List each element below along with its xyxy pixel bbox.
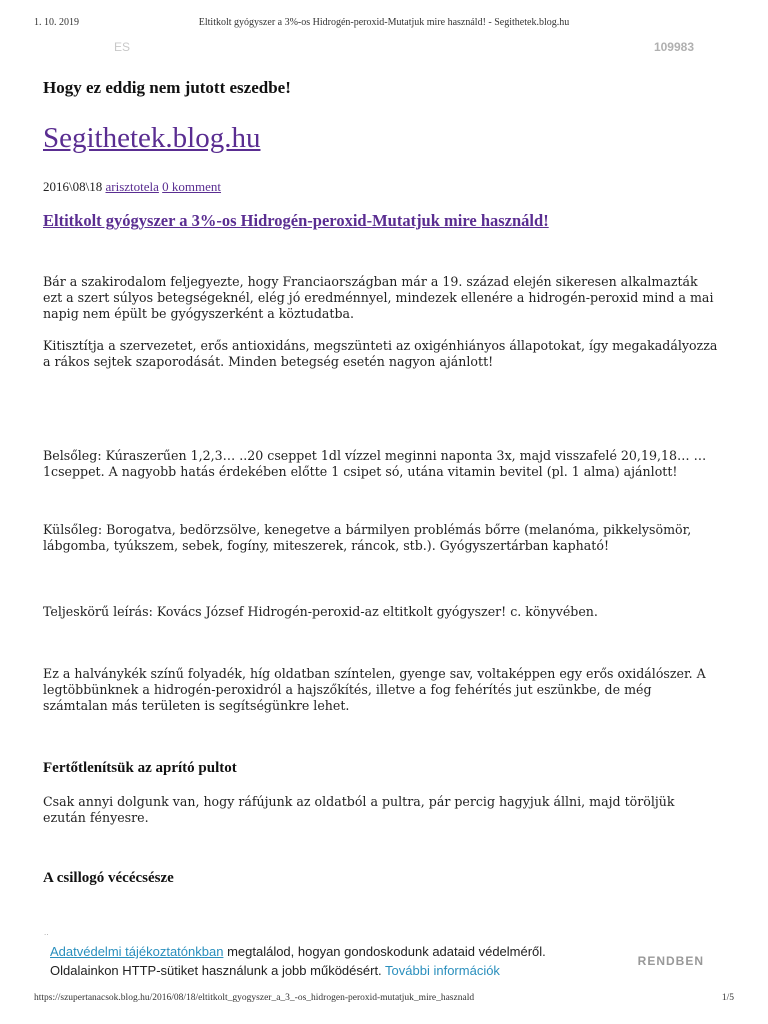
paragraph-countertop: Csak annyi dolgunk van, hogy ráfújunk az oldatból a pultra, pár percig hagyjuk állni, majd töröljük ezután fényesre. [43, 794, 675, 825]
cookie-line-1 [50, 944, 546, 959]
article-content [43, 78, 718, 886]
cookie-bar-dots: .. [44, 928, 49, 937]
blog-tagline: Hogy ez eddig nem jutott eszedbe! [43, 78, 291, 97]
paragraph-external-use: Külsőleg: Borogatva, bedörzsölve, kenegetve a bármilyen problémás bőrre (melanóma, pikkelysömör, lábgomba, tyúkszem, sebek, fogíny, miteszerek, ráncok, stb.). Gyógyszertárban kapható! [43, 522, 692, 553]
print-page-title: Eltitkolt gyógyszer a 3%-os Hidrogén-peroxid-Mutatjuk mire használd! - Segithetek.blog.hu [198, 17, 570, 28]
post-title-link[interactable]: Eltitkolt gyógyszer a 3%-os Hidrogén-peroxid-Mutatjuk mire használd! [43, 211, 549, 230]
privacy-policy-link[interactable]: Adatvédelmi tájékoztatónkban [50, 944, 224, 959]
post-date: 2016\08\18 [43, 179, 103, 194]
print-url: https://szupertanacsok.blog.hu/2016/08/18/eltitkolt_gyogyszer_a_3_-os_hidrogen-peroxid-mutatjuk_mire_hasznald [34, 993, 475, 1003]
print-date: 1. 10. 2019 [34, 17, 79, 28]
blog-title-link[interactable]: Segithetek.blog.hu [43, 122, 261, 154]
more-info-link[interactable]: További információk [385, 963, 500, 978]
author-link[interactable]: arisztotela [105, 179, 159, 194]
cookie-text-2: Oldalainkon HTTP-sütiket használunk a jobb működésért. [50, 963, 386, 978]
print-page-number: 1/5 [721, 993, 734, 1003]
post-meta [43, 179, 718, 195]
faded-top-bar [34, 40, 734, 56]
cookie-line-2 [50, 963, 500, 978]
paragraph-2: Kitisztítja a szervezetet, erős antioxidáns, megszünteti az oxigénhiányos állapotokat, így megakadályozza a rákos sejtek szaporodását. Minden betegség esetén nagyon ajánlott! [43, 338, 718, 369]
cookie-consent-bar [34, 928, 734, 984]
cookie-text-1: megtalálod, hogyan gondoskodunk adataid védelméről. [223, 944, 546, 959]
comments-link[interactable]: 0 komment [162, 179, 222, 194]
paragraph-description: Ez a halványkék színű folyadék, híg oldatban színtelen, gyenge sav, voltaképpen egy erős oxidálószer. A legtöbbünknek a hidrogén-peroxidról a hajszőkítés, illetve a fog fehérítés jut eszünkbe, de még számtalan más területen is segítségünkre lehet. [43, 666, 706, 713]
paragraph-1: Bár a szakirodalom feljegyezte, hogy Franciaországban már a 19. század elején sikeresen alkalmazták ezt a szert súlyos betegségeknél, elég jó eredménnyel, mindezek ellenére a hidrogén-peroxid mind a mai napig nem épült be gyógyszerként a köztudatba. [43, 274, 714, 321]
subheading-toilet: A csillogó vécécsésze [43, 870, 174, 886]
faded-bar-counter: 109983 [653, 40, 694, 54]
paragraph-full-description: Teljeskörű leírás: Kovács József Hidrogén-peroxid-az eltitkolt gyógyszer! c. könyvében. [43, 604, 598, 619]
cookie-accept-button[interactable]: RENDBEN [637, 954, 704, 968]
subheading-countertop: Fertőtlenítsük az aprító pultot [43, 760, 237, 776]
paragraph-internal-use: Belsőleg: Kúraszerűen 1,2,3… ..20 cseppet 1dl vízzel meginni naponta 3x, majd visszafelé 20,19,18… … 1cseppet. A nagyobb hatás érdekében előtte 1 csipet só, utána vitamin bevitel (pl. 1 alma) ajánlott! [43, 448, 707, 479]
faded-bar-left-text: ES [114, 40, 131, 54]
